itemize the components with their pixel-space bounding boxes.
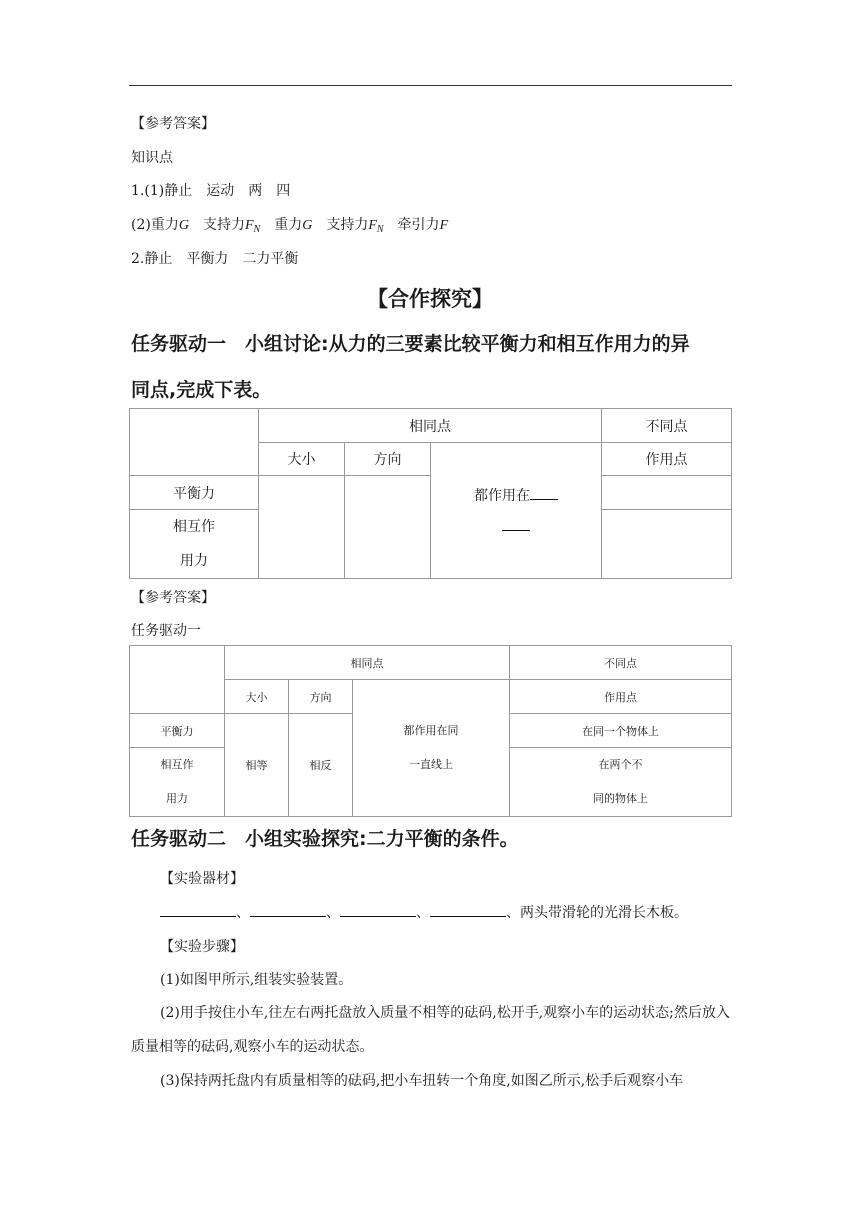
line-text-part2: 一直线上 (409, 758, 453, 771)
answer-direction: 相反 (289, 714, 353, 817)
knowledge-line-1: 1.(1)静止 运动 两 四 (131, 183, 291, 199)
equipment-tail: 、两头带滑轮的光滑长木板。 (506, 905, 688, 921)
answer-point-1: 在同一个物体上 (510, 714, 732, 748)
row-interaction-force (130, 748, 225, 817)
equipment-blank-3[interactable] (340, 916, 416, 917)
header-rule (129, 85, 732, 86)
task1-heading-line2: 同点,完成下表。 (131, 379, 272, 401)
header-direction: 方向 (289, 680, 353, 714)
header-direction: 方向 (345, 443, 431, 476)
header-same: 相同点 (225, 646, 510, 680)
row-label-part2: 用力 (166, 792, 188, 805)
comparison-table-blank (129, 408, 732, 579)
header-diff: 不同点 (510, 646, 732, 680)
line-text-part1: 都作用在同 (403, 724, 459, 737)
task1-heading-line1: 任务驱动一 小组讨论:从力的三要素比较平衡力和相互作用力的异 (131, 333, 690, 355)
step-2: (2)用手按住小车,往左右两托盘放入质量不相等的砝码,松开手,观察小车的运动状态;然后放入质量相等的砝码,观察小车的运动状态。 (131, 1005, 730, 1055)
answer-size: 相等 (225, 714, 289, 817)
equipment-header: 【实验器材】 (160, 871, 244, 887)
answer-cell-point-2[interactable] (602, 510, 732, 579)
header-same: 相同点 (259, 409, 602, 443)
answer-cell-direction[interactable] (345, 476, 431, 579)
row-balance-force: 平衡力 (130, 476, 259, 510)
header-size: 大小 (259, 443, 345, 476)
separator: 、 (326, 905, 340, 921)
line-cell (353, 680, 510, 817)
knowledge-line-3: 2.静止 平衡力 二力平衡 (131, 251, 299, 267)
point-text-part1: 在两个不 (598, 758, 643, 771)
step-3: (3)保持两托盘内有质量相等的砝码,把小车扭转一个角度,如图乙所示,松手后观察小车 (160, 1073, 684, 1089)
section-title: 【合作探究】 (367, 287, 493, 311)
answer-header-2: 【参考答案】 (131, 590, 215, 606)
point-text-part2: 同的物体上 (593, 792, 649, 805)
task2-heading: 任务驱动二 小组实验探究:二力平衡的条件。 (131, 828, 519, 850)
equipment-blank-2[interactable] (250, 916, 326, 917)
comparison-table-answer (129, 645, 732, 817)
table-corner-cell (130, 409, 259, 476)
knowledge-title: 知识点 (131, 150, 173, 166)
line-cell-text: 都作用在 (474, 487, 530, 504)
row-label-part2: 用力 (180, 553, 208, 569)
header-point: 作用点 (602, 443, 732, 476)
header-diff: 不同点 (602, 409, 732, 443)
separator: 、 (236, 905, 250, 921)
equipment-blank-4[interactable] (430, 916, 506, 917)
separator: 、 (416, 905, 430, 921)
header-point: 作用点 (510, 680, 732, 714)
answer-point-2 (510, 748, 732, 817)
steps-header: 【实验步骤】 (160, 939, 244, 955)
row-label-part1: 相互作 (160, 758, 194, 771)
row-interaction-force (130, 510, 259, 579)
answer-blank[interactable] (530, 499, 558, 500)
equipment-line (160, 902, 688, 922)
line-cell (431, 443, 602, 579)
answer-blank[interactable] (502, 530, 530, 531)
knowledge-line-2: (2)重力G 支持力$F_N$ 重力G 支持力$F_N$ 牵引力F (131, 217, 449, 235)
row-balance-force: 平衡力 (130, 714, 225, 748)
answer-header: 【参考答案】 (131, 116, 215, 132)
step-1: (1)如图甲所示,组装实验装置。 (160, 972, 353, 988)
row-label-part1: 相互作 (173, 519, 215, 535)
answer-task1-label: 任务驱动一 (131, 623, 201, 639)
header-size: 大小 (225, 680, 289, 714)
answer-cell-size[interactable] (259, 476, 345, 579)
table-corner-cell (130, 646, 225, 714)
answer-cell-point-1[interactable] (602, 476, 732, 510)
equipment-blank-1[interactable] (160, 916, 236, 917)
